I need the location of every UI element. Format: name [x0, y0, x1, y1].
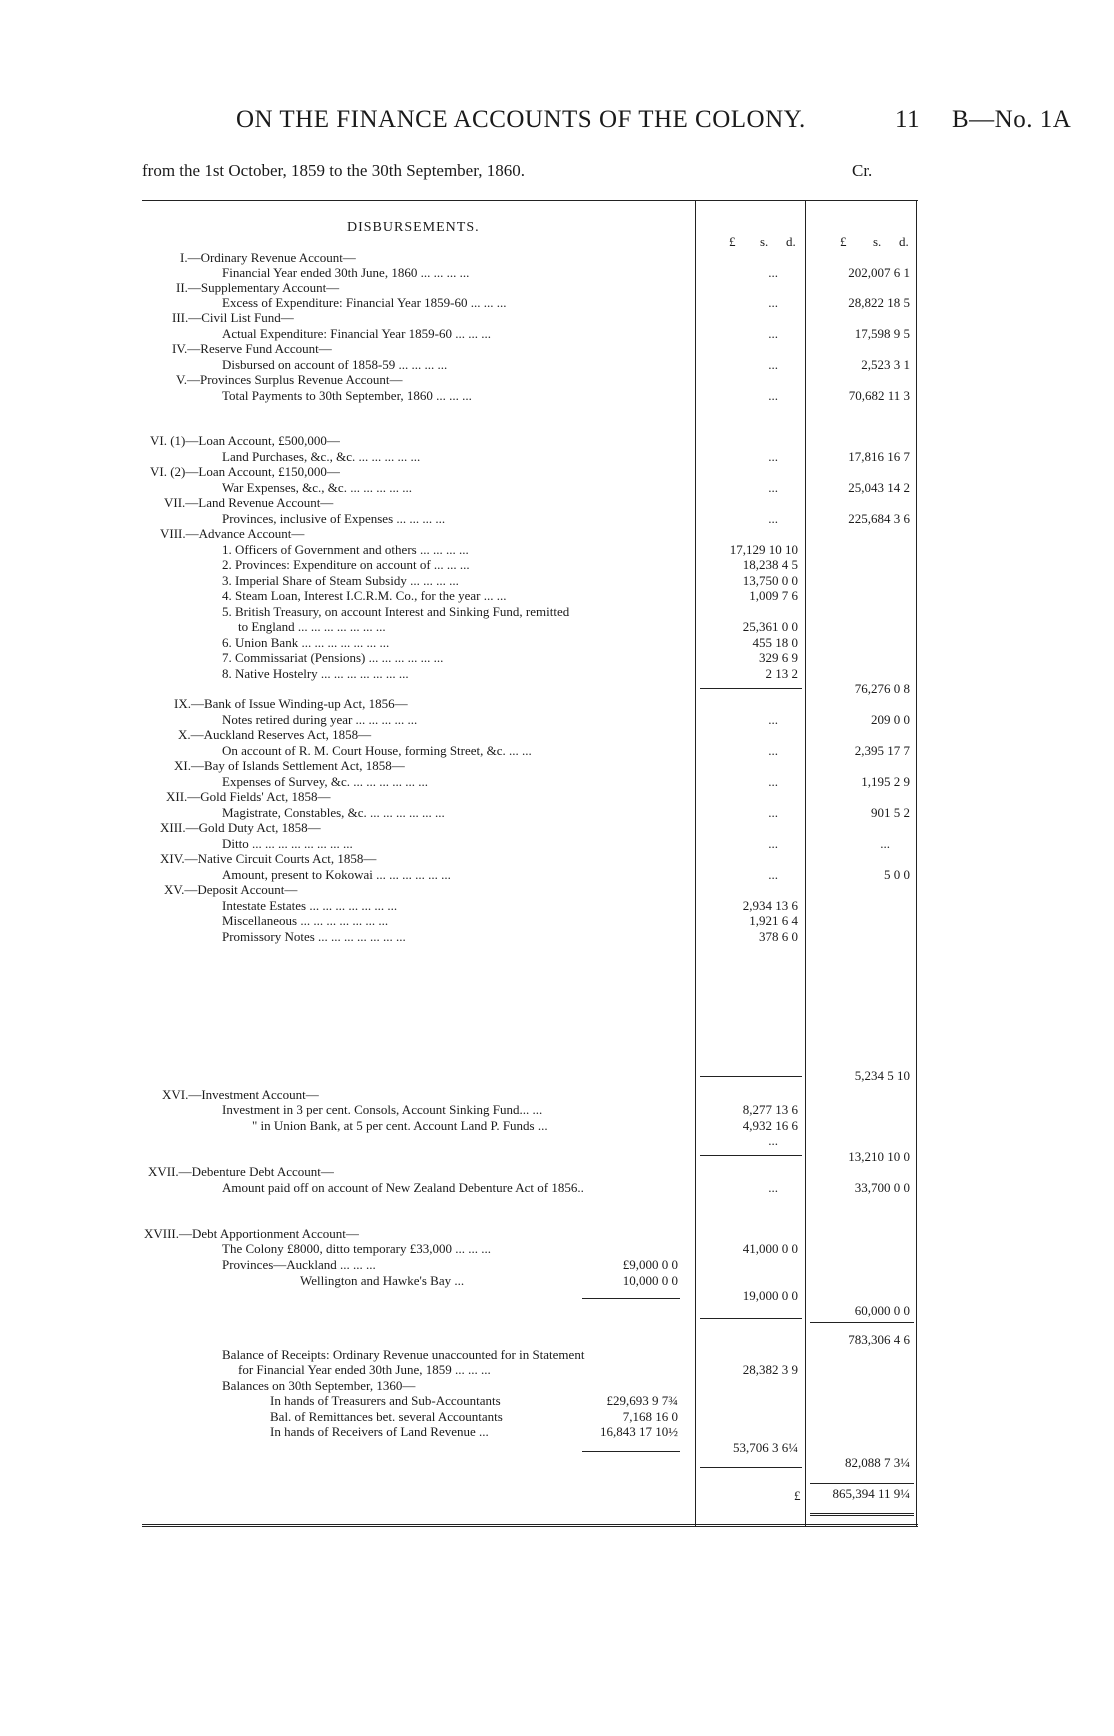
- subtotal-rule: [700, 1467, 802, 1468]
- line-text: XI.—Bay of Islands Settlement Act, 1858—: [174, 758, 405, 773]
- line-text: 6. Union Bank ... ... ... ... ... ... ...: [222, 635, 390, 650]
- inner-amount: 7,168 16 0: [622, 1409, 678, 1424]
- line-text: IX.—Bank of Issue Winding-up Act, 1856—: [174, 696, 408, 711]
- inner-amount: £9,000 0 0: [622, 1257, 678, 1272]
- line-text: Actual Expenditure: Financial Year 1859-60 ... ... ...: [222, 326, 491, 341]
- credit-side-label: Cr.: [852, 161, 873, 180]
- subtotal-rule: [810, 1483, 914, 1484]
- line-text: X.—Auckland Reserves Act, 1858—: [178, 727, 372, 742]
- line-text: Balances on 30th September, 1360—: [222, 1378, 416, 1393]
- line-text: VI. (1)—Loan Account, £500,000—: [150, 433, 340, 448]
- detail-amount: 17,129 10 10: [729, 542, 798, 557]
- pounds-heading: £: [840, 234, 847, 249]
- line-text: Amount, present to Kokowai ... ... ... ... ... ...: [222, 867, 451, 882]
- line-text: VIII.—Advance Account—: [160, 526, 305, 541]
- line-text: In hands of Treasurers and Sub-Accountants: [270, 1393, 501, 1408]
- line-text: Bal. of Remittances bet. several Accountants: [270, 1409, 503, 1424]
- detail-amount: 41,000 0 0: [742, 1241, 798, 1256]
- subtotal-rule: [700, 1076, 802, 1077]
- line-text: Wellington and Hawke's Bay ...: [300, 1273, 465, 1288]
- line-text: XIII.—Gold Duty Act, 1858—: [160, 820, 321, 835]
- line-text: III.—Civil List Fund—: [172, 310, 294, 325]
- line-text: Ditto ... ... ... ... ... ... ... ...: [222, 836, 353, 851]
- page-number: 11: [895, 106, 921, 133]
- line-text: 2. Provinces: Expenditure on account of ... ... ...: [222, 557, 470, 572]
- pence-heading: d.: [899, 234, 909, 249]
- shillings-heading: s.: [760, 234, 769, 249]
- total-amount: 5,234 5 10: [854, 1068, 910, 1083]
- total-amount: 209 0 0: [871, 712, 910, 727]
- line-text: Land Purchases, &c., &c. ... ... ... ... ...: [222, 449, 421, 464]
- column-divider: [805, 200, 806, 1526]
- line-text: The Colony £8000, ditto temporary £33,000 ... ... ...: [222, 1241, 492, 1256]
- inner-amount: 10,000 0 0: [622, 1273, 678, 1288]
- line-text: for Financial Year ended 30th June, 1859 ... ... ...: [238, 1362, 491, 1377]
- line-text: Excess of Expenditure: Financial Year 1859-60 ... ... ...: [222, 295, 507, 310]
- total-amount: 1,195 2 9: [861, 774, 910, 789]
- subtotal-rule: [700, 688, 802, 689]
- detail-amount: 1,921 6 4: [749, 913, 798, 928]
- line-text: VI. (2)—Loan Account, £150,000—: [150, 464, 340, 479]
- line-text: Intestate Estates ... ... ... ... ... ... ...: [222, 898, 398, 913]
- inner-amount: 16,843 17 10½: [600, 1424, 678, 1439]
- line-text: 5. British Treasury, on account Interest and Sinking Fund, remitted: [222, 604, 570, 619]
- column-divider: [916, 200, 917, 1526]
- total-amount: 225,684 3 6: [848, 511, 910, 526]
- line-text: VII.—Land Revenue Account—: [164, 495, 334, 510]
- line-text: Disbursed on account of 1858-59 ... ... ... ...: [222, 357, 448, 372]
- line-text: Total Payments to 30th September, 1860 ... ... ...: [222, 388, 472, 403]
- detail-amount: ...: [768, 867, 778, 882]
- detail-amount: ...: [768, 743, 778, 758]
- total-amount: 865,394 11 9¼: [832, 1486, 910, 1501]
- document-reference: B—No. 1A: [952, 106, 1072, 133]
- total-amount: 17,816 16 7: [848, 449, 910, 464]
- total-amount: 2,395 17 7: [854, 743, 910, 758]
- line-text: Provinces—Auckland ... ... ...: [222, 1257, 376, 1272]
- detail-amount: ...: [768, 265, 778, 280]
- detail-amount: ...: [768, 449, 778, 464]
- line-text: 7. Commissariat (Pensions) ... ... ... ... ... ...: [222, 650, 444, 665]
- line-text: Expenses of Survey, &c. ... ... ... ... ... ...: [222, 774, 429, 789]
- line-text: to England ... ... ... ... ... ... ...: [238, 619, 386, 634]
- line-text: Magistrate, Constables, &c. ... ... ... ... ... ...: [222, 805, 445, 820]
- subtotal-rule: [582, 1298, 680, 1299]
- table-top-rule: [142, 200, 918, 201]
- detail-amount: ...: [768, 480, 778, 495]
- subtotal-rule: [582, 1451, 680, 1452]
- detail-amount: 25,361 0 0: [742, 619, 798, 634]
- subtotal-rule: [700, 1155, 802, 1156]
- detail-amount: 329 6 9: [759, 650, 798, 665]
- line-text: XVIII.—Debt Apportionment Account—: [144, 1226, 359, 1241]
- line-text: Financial Year ended 30th June, 1860 ... ... ... ...: [222, 265, 470, 280]
- total-amount: 901 5 2: [871, 805, 910, 820]
- line-text: V.—Provinces Surplus Revenue Account—: [176, 372, 403, 387]
- line-text: Investment in 3 per cent. Consols, Account Sinking Fund... ...: [222, 1102, 543, 1117]
- total-amount: 76,276 0 8: [854, 681, 910, 696]
- line-text: I.—Ordinary Revenue Account—: [180, 250, 356, 265]
- inner-amount: £29,693 9 7¾: [606, 1393, 678, 1408]
- detail-amount: 18,238 4 5: [742, 557, 798, 572]
- line-text: IV.—Reserve Fund Account—: [172, 341, 332, 356]
- shillings-heading: s.: [873, 234, 882, 249]
- total-amount: 33,700 0 0: [854, 1180, 910, 1195]
- line-text: Balance of Receipts: Ordinary Revenue unaccounted for in Statement: [222, 1347, 585, 1362]
- detail-amount: ...: [768, 388, 778, 403]
- subtotal-rule: [810, 1322, 914, 1323]
- detail-amount: 13,750 0 0: [742, 573, 798, 588]
- detail-amount: 455 18 0: [752, 635, 798, 650]
- detail-amount: ...: [768, 511, 778, 526]
- pence-heading: d.: [786, 234, 796, 249]
- detail-amount: 4,932 16 6: [742, 1118, 798, 1133]
- detail-amount: ...: [768, 805, 778, 820]
- detail-amount: 1,009 7 6: [749, 588, 798, 603]
- detail-amount: ...: [768, 774, 778, 789]
- detail-amount: ...: [768, 712, 778, 727]
- detail-amount: ...: [768, 295, 778, 310]
- detail-amount: ...: [768, 357, 778, 372]
- line-text: Notes retired during year ... ... ... ... ...: [222, 712, 418, 727]
- line-text: XV.—Deposit Account—: [164, 882, 298, 897]
- line-text: In hands of Receivers of Land Revenue ...: [270, 1424, 489, 1439]
- line-text: War Expenses, &c., &c. ... ... ... ... ...: [222, 480, 412, 495]
- total-amount: 70,682 11 3: [848, 388, 910, 403]
- total-amount: 60,000 0 0: [854, 1303, 910, 1318]
- total-amount: 202,007 6 1: [848, 265, 910, 280]
- total-amount: 28,822 18 5: [848, 295, 910, 310]
- period-line: from the 1st October, 1859 to the 30th September, 1860.: [142, 161, 525, 180]
- detail-amount: 28,382 3 9: [742, 1362, 798, 1377]
- detail-amount: ...: [768, 1180, 778, 1195]
- detail-amount: 2,934 13 6: [742, 898, 798, 913]
- detail-amount: ...: [768, 1133, 778, 1148]
- line-text: Miscellaneous ... ... ... ... ... ... ...: [222, 913, 389, 928]
- line-text: 4. Steam Loan, Interest I.C.R.M. Co., for the year ... ...: [222, 588, 507, 603]
- line-text: XIV.—Native Circuit Courts Act, 1858—: [160, 851, 377, 866]
- detail-amount: 8,277 13 6: [742, 1102, 798, 1117]
- line-text: 1. Officers of Government and others ... ... ... ...: [222, 542, 469, 557]
- detail-amount: 378 6 0: [759, 929, 798, 944]
- line-text: Promissory Notes ... ... ... ... ... ... ...: [222, 929, 406, 944]
- detail-amount: 2 13 2: [765, 666, 798, 681]
- line-text: II.—Supplementary Account—: [176, 280, 340, 295]
- detail-amount: 19,000 0 0: [742, 1288, 798, 1303]
- total-amount: 17,598 9 5: [854, 326, 910, 341]
- table-bottom-rule: [142, 1524, 918, 1527]
- page-title: ON THE FINANCE ACCOUNTS OF THE COLONY.: [236, 106, 806, 133]
- detail-amount: 53,706 3 6¼: [733, 1440, 798, 1455]
- detail-amount: ...: [768, 836, 778, 851]
- subtotal-rule: [700, 1318, 802, 1319]
- line-text: 8. Native Hostelry ... ... ... ... ... ... ...: [222, 666, 409, 681]
- pounds-heading: £: [729, 234, 736, 249]
- line-text: XVII.—Debenture Debt Account—: [148, 1164, 334, 1179]
- line-text: Amount paid off on account of New Zealand Debenture Act of 1856..: [222, 1180, 584, 1195]
- total-amount: 82,088 7 3¼: [845, 1455, 910, 1470]
- total-pound-marker: £: [794, 1488, 801, 1503]
- line-text: XVI.—Investment Account—: [162, 1087, 319, 1102]
- total-amount: 5 0 0: [884, 867, 910, 882]
- line-text: On account of R. M. Court House, forming Street, &c. ... ...: [222, 743, 532, 758]
- total-rule: [810, 1513, 914, 1516]
- line-text: XII.—Gold Fields' Act, 1858—: [166, 789, 331, 804]
- disbursements-heading: DISBURSEMENTS.: [347, 220, 480, 235]
- total-amount: 2,523 3 1: [861, 357, 910, 372]
- total-amount: 25,043 14 2: [848, 480, 910, 495]
- total-amount: ...: [880, 836, 890, 851]
- line-text: " in Union Bank, at 5 per cent. Account Land P. Funds ...: [252, 1118, 548, 1133]
- line-text: 3. Imperial Share of Steam Subsidy ... ... ... ...: [222, 573, 459, 588]
- detail-amount: ...: [768, 326, 778, 341]
- column-divider: [695, 200, 696, 1526]
- total-amount: 783,306 4 6: [848, 1332, 910, 1347]
- line-text: Provinces, inclusive of Expenses ... ... ... ...: [222, 511, 446, 526]
- total-amount: 13,210 10 0: [848, 1149, 910, 1164]
